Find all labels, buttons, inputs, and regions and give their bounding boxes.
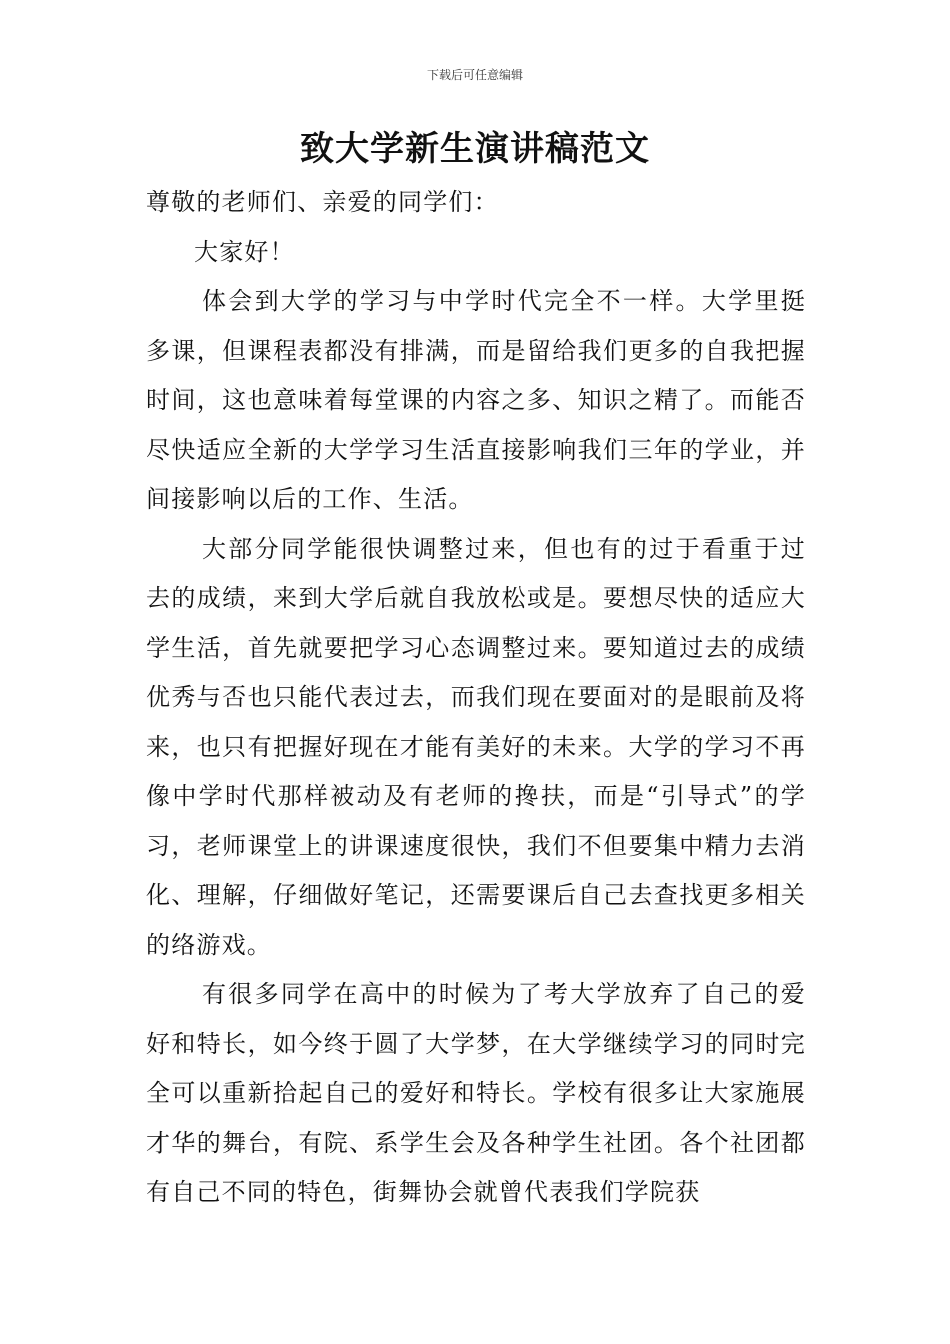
document-body [146, 178, 806, 1218]
salutation: 尊敬的老师们、亲爱的同学们： [146, 188, 499, 216]
greeting: 大家好！ [194, 237, 295, 266]
paragraph: 体会到大学的学习与中学时代完全不一样。大学里挺多课，但课程表都没有排满，而是留给我们更多的自我把握时间，这也意味着每堂课的内容之多、知识之精了。而能否尽快适应全新的大学学习生活直接影响我们三年的学业，并间接影响以后的工作、生活。 [146, 287, 806, 513]
paragraph: 有很多同学在高中的时候为了考大学放弃了自己的爱好和特长，如今终于圆了大学梦，在大学继续学习的同时完全可以重新拾起自己的爱好和特长。学校有很多让大家施展才华的舞台，有院、系学生会及各种学生社团。各个社团都有自己不同的特色，街舞协会就曾代表我们学院获 [146, 980, 806, 1206]
header-note: 下载后可任意编辑 [426, 68, 523, 82]
document-title: 致大学新生演讲稿范文 [300, 129, 650, 169]
paragraph: 大部分同学能很快调整过来，但也有的过于看重于过去的成绩，来到大学后就自我放松或是。要想尽快的适应大学生活，首先就要把学习心态调整过来。要知道过去的成绩优秀与否也只能代表过去，而我们现在要面对的是眼前及将来，也只有把握好现在才能有美好的未来。大学的学习不再像中学时代那样被动及有老师的搀扶，而是“引导式”的学习，老师课堂上的讲课速度很快，我们不但要集中精力去消化、理解，仔细做好笔记，还需要课后自己去查找更多相关的络游戏。 [146, 534, 806, 959]
